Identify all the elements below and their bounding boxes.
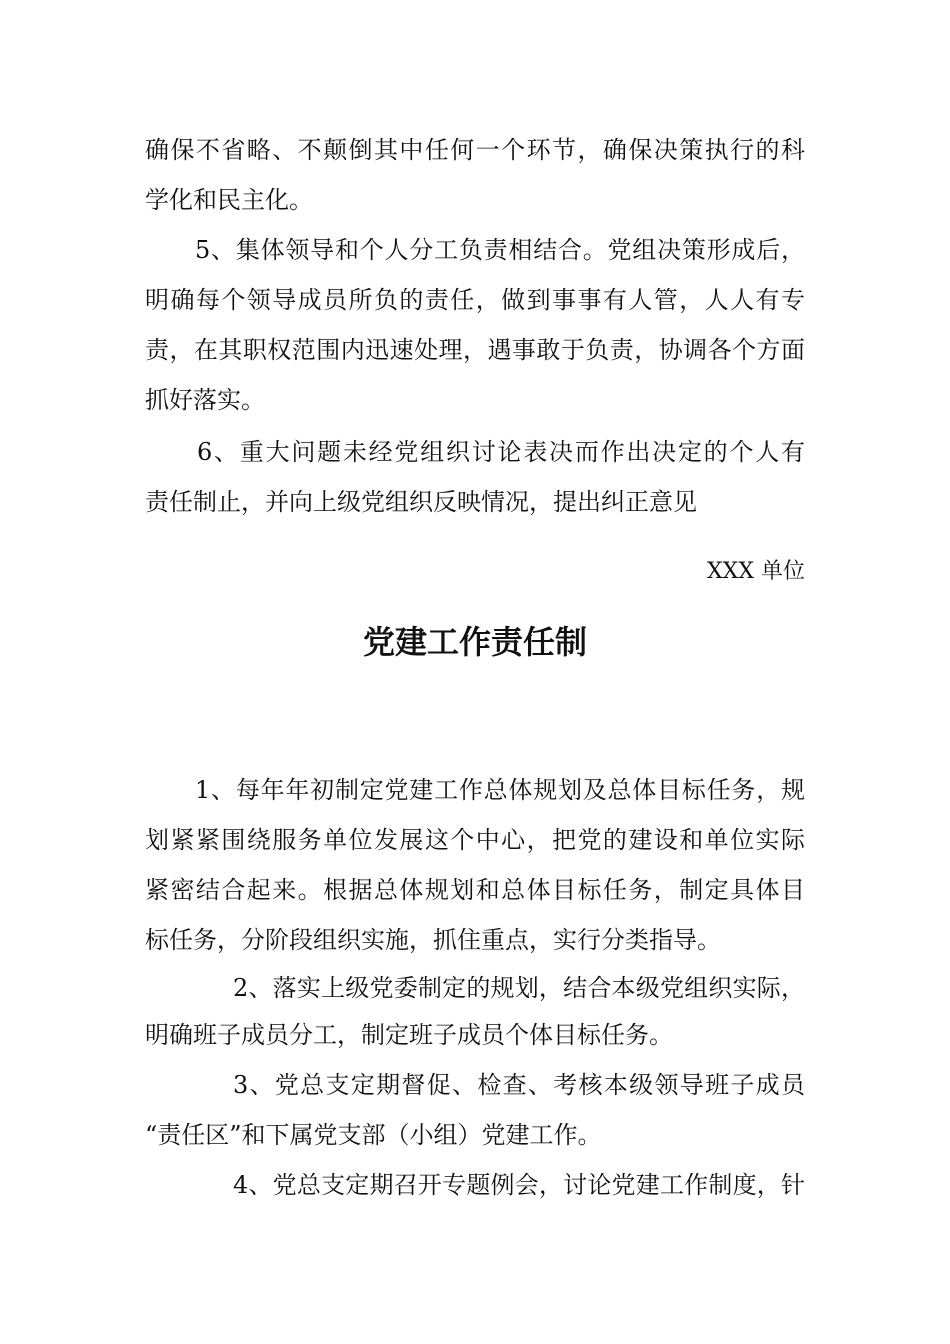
unit-signature: XXX 单位 xyxy=(707,559,805,584)
paragraph-line: 确保不省略、不颠倒其中任何一个环节，确保决策执行的科 xyxy=(145,136,805,164)
item-6-line: 责任制止，并向上级党组织反映情况，提出纠正意见 xyxy=(145,488,697,516)
item-5-line: 明确每个领导成员所负的责任，做到事事有人管，人人有专 xyxy=(145,286,805,314)
item-1-line: 1、每年年初制定党建工作总体规划及总体目标任务，规 xyxy=(195,776,805,804)
item-4-line: 4、党总支定期召开专题例会，讨论党建工作制度，针 xyxy=(233,1171,805,1199)
item-6-line: 6、重大问题未经党组织讨论表决而作出决定的个人有 xyxy=(197,438,805,466)
item-3-line: “责任区”和下属党支部（小组）党建工作。 xyxy=(145,1121,602,1149)
document-title: 党建工作责任制 xyxy=(362,623,587,661)
item-1-line: 紧密结合起来。根据总体规划和总体目标任务，制定具体目 xyxy=(145,876,805,904)
item-5-line: 责，在其职权范围内迅速处理，遇事敢于负责，协调各个方面 xyxy=(145,336,805,364)
item-1-line: 划紧紧围绕服务单位发展这个中心，把党的建设和单位实际 xyxy=(145,826,805,854)
item-1-line: 标任务，分阶段组织实施，抓住重点，实行分类指导。 xyxy=(145,926,721,954)
item-2-line: 2、落实上级党委制定的规划，结合本级党组织实际， xyxy=(233,974,805,1002)
item-3-line: 3、党总支定期督促、检查、考核本级领导班子成员 xyxy=(233,1071,805,1099)
item-5-line: 5、集体领导和个人分工负责相结合。党组决策形成后， xyxy=(195,236,805,264)
item-2-line: 明确班子成员分工，制定班子成员个体目标任务。 xyxy=(145,1021,673,1049)
paragraph-line: 学化和民主化。 xyxy=(145,186,313,214)
item-5-line: 抓好落实。 xyxy=(145,386,265,414)
